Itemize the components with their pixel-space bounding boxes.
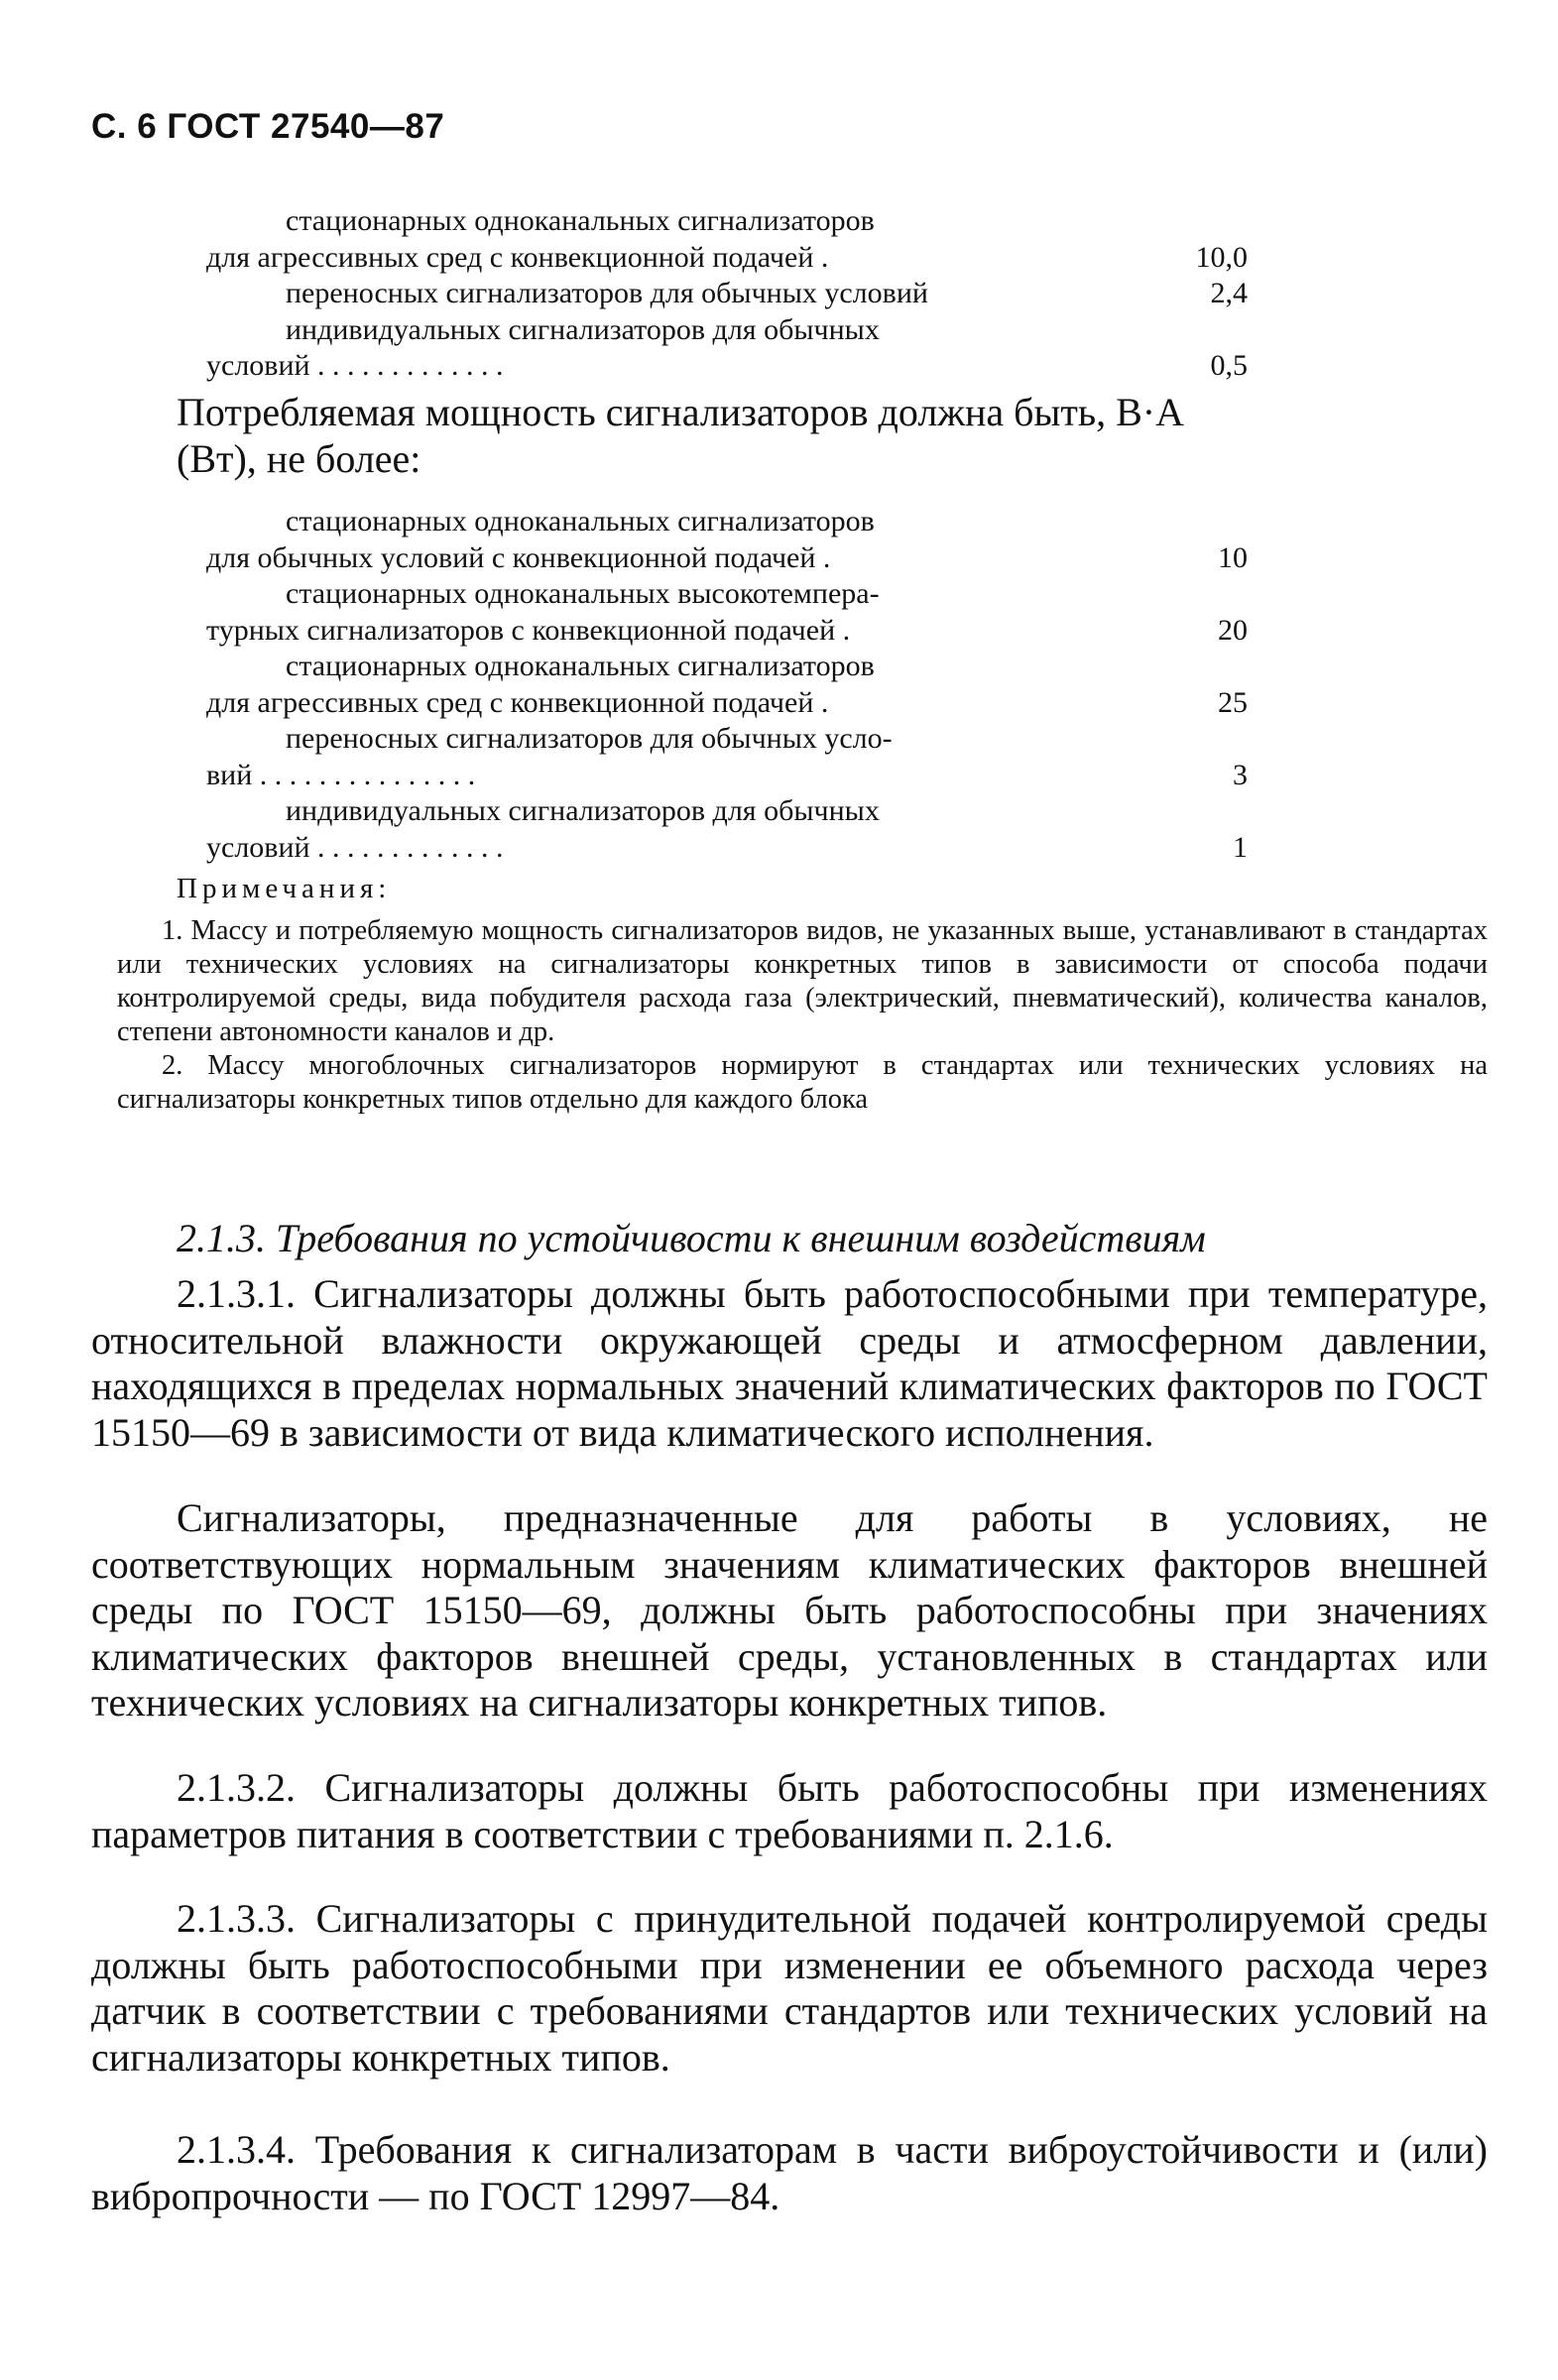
list-item: для агрессивных сред с конвекционной подачей . 10,0 — [206, 240, 1248, 274]
power-list — [206, 504, 1248, 866]
paragraph-2132: 2.1.3.2. Сигнализаторы должны быть работоспособны при изменениях параметров питания в соответствии с требованиями п. 2.1.6. — [91, 1765, 1488, 1856]
list-item: стационарных одноканальных высокотемпера- — [286, 577, 880, 610]
list-item: стационарных одноканальных сигнализаторов — [286, 505, 875, 537]
list-item: условий . . . . . . . . . . . . . 1 — [206, 830, 1248, 864]
mass-list — [206, 203, 1248, 385]
list-item: переносных сигнализаторов для обычных условий 2,4 — [286, 277, 1248, 309]
list-item: условий . . . . . . . . . . . . . 0,5 — [206, 349, 1248, 382]
note-1: 1. Массу и потребляемую мощность сигнализаторов видов, не указанных выше, устанавливают в стандартах или технических условиях на сигнализаторы конкретных типов в зависимости от способа подачи контролируемой среды, вида побудителя расхода газа (электрический, пневматический), количества каналов, степени автономности каналов и др. — [117, 915, 1488, 1047]
list-item: турных сигнализаторов с конвекционной подачей . 20 — [206, 613, 1248, 647]
list-item: для агрессивных сред с конвекционной подачей . 25 — [206, 685, 1248, 719]
note-2: 2. Массу многоблочных сигнализаторов нормируют в стандартах или технических условиях на сигнализаторы конкретных типов отдельно для каждого блока — [117, 1050, 1488, 1115]
paragraph-2131: 2.1.3.1. Сигнализаторы должны быть работоспособными при температуре, относительной влажности окружающей среды и атмосферном давлении, находящихся в пределах нормальных значений климатических факторов по ГОСТ 15150—69 в зависимости от вида климатического исполнения. — [91, 1271, 1488, 1455]
power-intro-line2: (Вт), не более: — [177, 435, 421, 481]
paragraph-2133: 2.1.3.3. Сигнализаторы с принудительной подачей контролируемой среды должны быть работоспособными при изменении ее объемного расхода через датчик в соответствии с требованиями стандартов или технических условий на сигнализаторы конкретных типов. — [91, 1896, 1488, 2080]
page-header: С. 6 ГОСТ 27540—87 — [91, 107, 445, 146]
power-intro-line1: Потребляемая мощность сигнализаторов должна быть, В·А — [177, 390, 1184, 434]
paragraph-2131b: Сигнализаторы, предназначенные для работы в условиях, не соответствующих нормальным значениям климатических факторов внешней среды по ГОСТ 15150—69, должны быть работоспособны при значениях климатических факторов внешней среды, установленных в стандартах или технических условиях на сигнализаторы конкретных типов. — [91, 1495, 1488, 1725]
list-item: вий . . . . . . . . . . . . . . . 3 — [206, 758, 1248, 791]
list-item: индивидуальных сигнализаторов для обычных — [286, 794, 880, 827]
list-item: переносных сигнализаторов для обычных усло- — [286, 722, 893, 755]
section-heading: 2.1.3. Требования по устойчивости к внешним воздействиям — [177, 1216, 1206, 1260]
list-item: стационарных одноканальных сигнализаторов — [286, 204, 875, 237]
paragraph-2134: 2.1.3.4. Требования к сигнализаторам в части виброустойчивости и (или) вибропрочности — по ГОСТ 12997—84. — [91, 2127, 1488, 2218]
list-item: индивидуальных сигнализаторов для обычных — [286, 312, 880, 346]
notes-title: Примечания: — [177, 873, 392, 904]
notes — [117, 914, 1488, 1117]
list-item: стационарных одноканальных сигнализаторов — [286, 650, 875, 682]
list-item: для обычных условий с конвекционной подачей . 10 — [206, 540, 1248, 574]
power-intro — [177, 390, 1488, 482]
